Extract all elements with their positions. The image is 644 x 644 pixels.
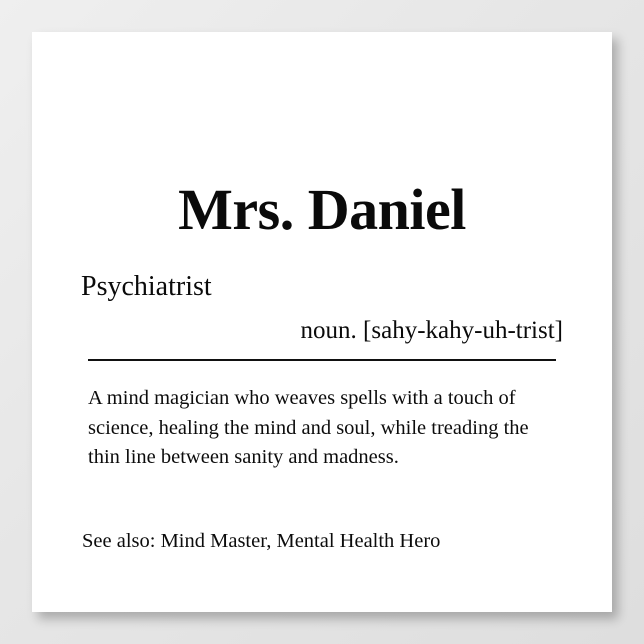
poster-definition: A mind magician who weaves spells with a touch of science, healing the mind and soul, while treading the thin line between sanity and madness. (88, 387, 529, 469)
poster-title: Mrs. Daniel (178, 177, 466, 242)
poster-pronunciation: noun. [sahy-kahy-uh-trist] (300, 317, 563, 344)
poster-content (32, 32, 612, 612)
poster-subtitle: Psychiatrist (81, 271, 212, 302)
poster-see-also: See also: Mind Master, Mental Health Hero (82, 530, 441, 552)
horizontal-rule (88, 359, 556, 361)
poster-canvas (32, 32, 612, 612)
